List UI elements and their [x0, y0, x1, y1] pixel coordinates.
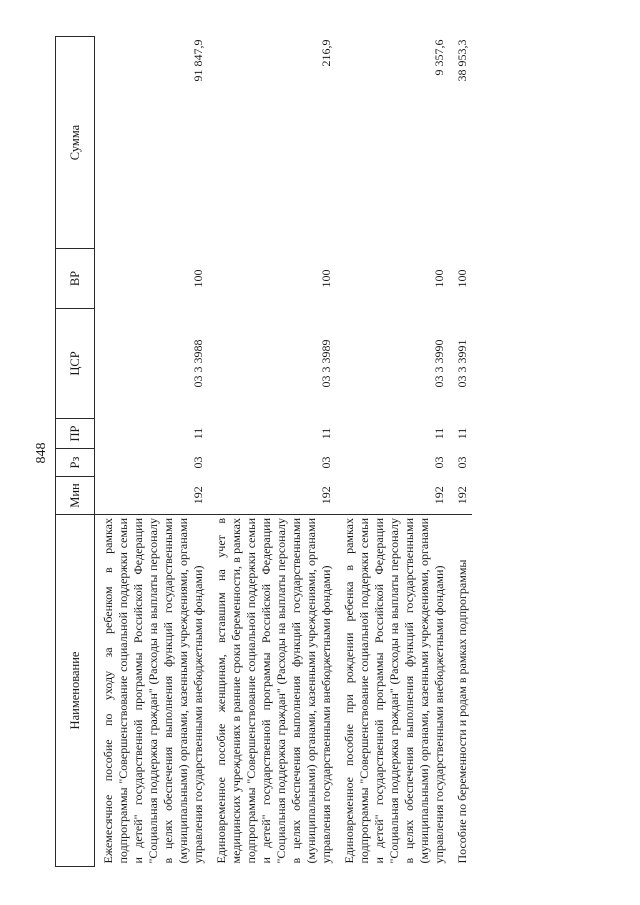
row-vr: 100 — [191, 269, 205, 288]
row-sum: 9 357,6 — [432, 39, 446, 76]
row-csr: 03 3 3990 — [432, 339, 446, 388]
table-header-row — [56, 37, 95, 867]
row-name: Единовременное пособие при рождении ребенка в рамках подпрограммы "Совершенствование социальной поддержки семьи и детей" государственной программы Российской Федерации "Социальная поддержка граждан" (Расходы на выплаты персоналу в целях обеспечения выполнения функций государственными (муниципальными) органами, казенными учреждениями, органами управления государственными внебюджетными фондами) — [336, 515, 449, 867]
header-min: Мин — [56, 477, 95, 515]
header-pr: ПР — [56, 419, 95, 449]
row-vr: 100 — [319, 269, 333, 288]
row-vr: 100 — [455, 269, 469, 288]
row-rz: 03 — [455, 456, 469, 469]
row-vr: 100 — [432, 269, 446, 288]
header-sum: Сумма — [56, 37, 95, 249]
row-name: Пособие по беременности и родам в рамках подпрограммы — [449, 515, 472, 867]
row-sum: 38 953,3 — [455, 39, 469, 82]
row-pr: 11 — [432, 427, 446, 440]
row-csr: 03 3 3988 — [191, 339, 205, 388]
header-csr: ЦСР — [56, 309, 95, 419]
row-csr: 03 3 3991 — [455, 339, 469, 388]
header-name: Наименование — [56, 515, 95, 867]
row-csr: 03 3 3989 — [319, 339, 333, 388]
row-pr: 11 — [455, 427, 469, 440]
budget-table — [55, 36, 472, 867]
row-name: Ежемесячное пособие по уходу за ребенком в рамках подпрограммы "Совершенствование социальной поддержки семьи и детей" государственной программы Российской Федерации "Социальная поддержка граждан" (Расходы на выплаты персоналу в целях обеспечения выполнения функций государственными (муниципальными) органами, казенными учреждениями, органами управления государственными внебюджетными фондами) — [95, 515, 209, 867]
row-sum: 91 847,9 — [191, 39, 205, 82]
row-rz: 03 — [191, 456, 205, 469]
page-number: 848 — [34, 442, 49, 464]
row-sum: 216,9 — [319, 39, 333, 67]
row-rz: 03 — [319, 456, 333, 469]
row-pr: 11 — [191, 427, 205, 440]
table-row — [336, 37, 449, 867]
row-name: Единовременное пособие женщинам, вставшим на учет в медицинских учреждениях в ранние сроки беременности, в рамках подпрограммы "Совершенствование социальной поддержки семьи и детей" государственной программы Российской Федерации "Социальная поддержка граждан" (Расходы на выплаты персоналу в целях обеспечения выполнения функций государственными (муниципальными) органами, казенными учреждениями, органами управления государственными внебюджетными фондами) — [208, 515, 336, 867]
table-row — [449, 37, 472, 867]
row-min: 192 — [455, 486, 469, 505]
row-min: 192 — [319, 486, 333, 505]
header-vr: ВР — [56, 249, 95, 309]
row-rz: 03 — [432, 456, 446, 469]
table-row — [95, 37, 209, 867]
table-row — [208, 37, 336, 867]
row-pr: 11 — [319, 427, 333, 440]
header-rz: Рз — [56, 449, 95, 477]
rotated-table-container — [55, 37, 585, 867]
row-min: 192 — [191, 486, 205, 505]
row-min: 192 — [432, 486, 446, 505]
